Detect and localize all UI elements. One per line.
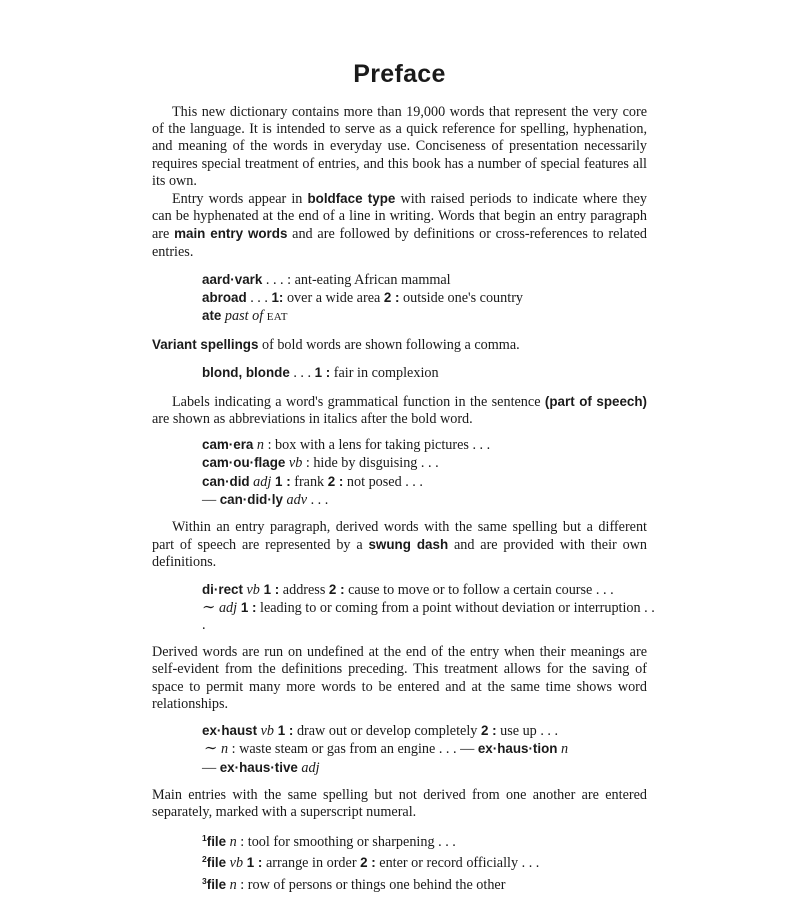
example-entry-exhaustive: — ex·haus·tive adj <box>202 759 320 776</box>
swung-dash-term: swung dash <box>368 537 449 553</box>
homograph-paragraph: Main entries with the same spelling but not derived from one another are entered separately, marked with a superscript numeral. <box>152 786 647 820</box>
parts-of-speech-paragraph: Labels indicating a word's grammatical function in the sentence (part of speech) are shown as abbreviations in italics after the bold word. <box>152 393 647 428</box>
preface-page <box>152 60 655 904</box>
variant-spellings-term: Variant spellings <box>152 337 259 353</box>
example-entry-file-3: $^3$file n : row of persons or things one behind the other <box>202 875 506 893</box>
page-title: Preface <box>353 60 446 88</box>
main-entry-words-term: main entry words <box>174 226 288 242</box>
example-entry-candid: can·did adj 1 : frank 2 : not posed . . . <box>202 473 423 490</box>
example-entry-abroad: abroad . . . 1: over a wide area 2 : outside one's country <box>202 290 524 307</box>
part-of-speech-term: (part of speech) <box>544 393 647 409</box>
example-entry-direct: di·rect vb 1 : address 2 : cause to move or to follow a certain course . . . <box>202 581 614 598</box>
swung-dash-paragraph: Within an entry paragraph, derived words with the same spelling but a different part of speech are represented by a swung dash and are provided with their own definitions. <box>152 519 647 571</box>
example-entry-file-2: $^2$file vb 1 : arrange in order 2 : enter or record officially . . . <box>202 854 540 872</box>
example-entry-file-1: $^1$file n : tool for smoothing or sharpening . . . <box>202 833 456 851</box>
example-entry-ate: ate past of EAT <box>202 308 288 325</box>
example-block-entry-words <box>202 271 647 327</box>
example-block-homographs <box>202 830 647 894</box>
example-entry-exhaust-noun: ∼ n : waste steam or gas from an engine . . . — ex·haus·tion n <box>204 740 569 758</box>
example-entry-camera: cam·era n : box with a lens for taking pictures . . . <box>202 437 491 454</box>
swung-dash-glyph: ∼ <box>204 740 218 758</box>
example-block-parts-of-speech <box>202 436 647 509</box>
example-entry-candidly: — can·did·ly adv . . . <box>202 491 329 508</box>
example-block-swung-dash <box>202 581 655 635</box>
example-entry-direct-continuation: . <box>202 617 206 634</box>
boldface-type-term: boldface type <box>307 191 396 207</box>
example-entry-aardvark: aard·vark . . . : ant-eating African mammal <box>202 271 451 288</box>
example-entry-blond: blond, blonde . . . 1 : fair in complexion <box>202 364 439 381</box>
entry-words-paragraph: Entry words appear in boldface type with raised periods to indicate where they can be hyphenated at the end of a line in writing. Words that begin an entry paragraph are main entry words and are followed by definitions or cross-references to related entries. <box>152 191 647 260</box>
swung-dash-glyph: ∼ <box>202 598 216 616</box>
example-block-variant-spellings <box>202 364 647 382</box>
example-block-run-on-words <box>202 722 647 777</box>
run-on-words-paragraph: Derived words are run on undefined at the end of the entry when their meanings are self-evident from the definitions preceding. This treatment allows for the saving of space to permit many more words to be entered and at the same time shows word relationships. <box>152 644 647 712</box>
example-entry-direct-adj: ∼ adj 1 : leading to or coming from a point without deviation or interruption . . <box>202 598 655 616</box>
variant-spellings-paragraph: Variant spellings of bold words are shown following a comma. <box>152 337 520 354</box>
example-entry-exhaust: ex·haust vb 1 : draw out or develop completely 2 : use up . . . <box>202 723 559 740</box>
example-entry-camouflage: cam·ou·flage vb : hide by disguising . . . <box>202 455 439 472</box>
intro-paragraph: This new dictionary contains more than 19,000 words that represent the very core of the language. It is intended to serve as a quick reference for spelling, hyphenation, and meaning of the words in everyday use. Conciseness of presentation necessarily requires special treatment of entries, and this book has a number of special features all its own. <box>152 104 647 189</box>
